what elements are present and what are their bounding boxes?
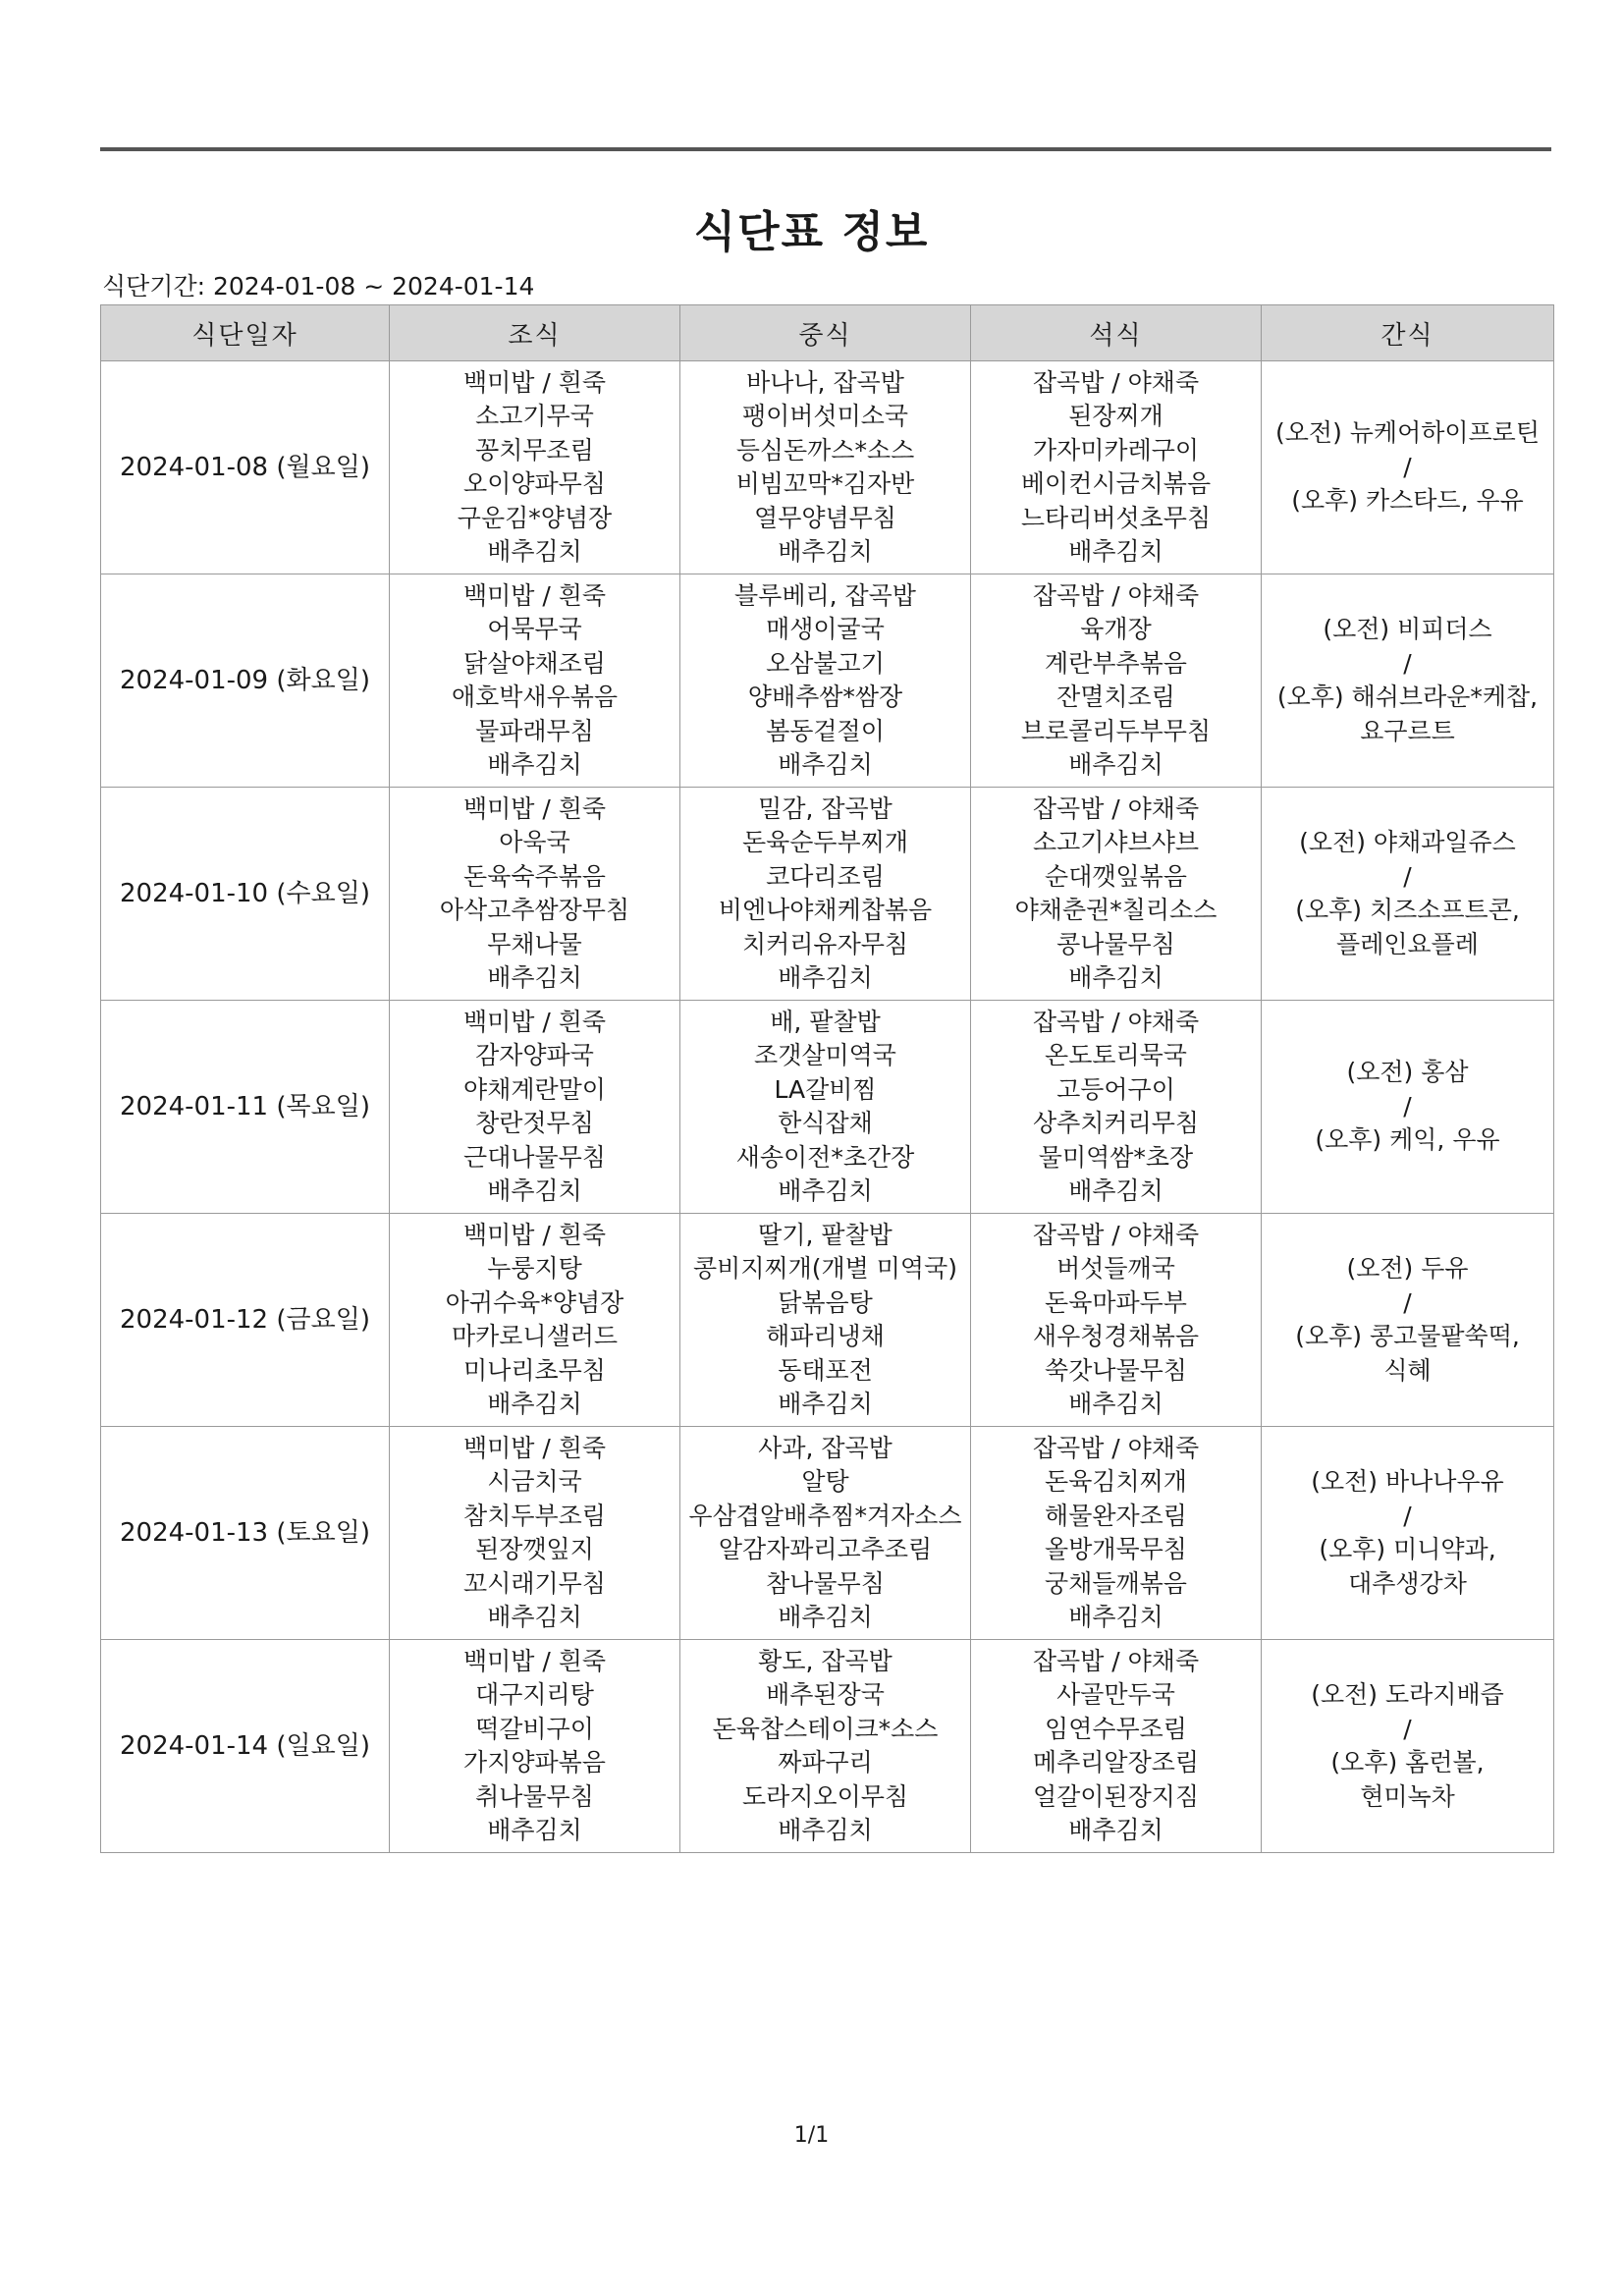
dinner-item: 잡곡밥 / 야채죽 bbox=[1032, 1433, 1200, 1462]
breakfast-item: 누룽지탕 bbox=[487, 1254, 582, 1283]
breakfast-item: 꽁치무조림 bbox=[475, 435, 594, 465]
lunch-item: 황도, 잡곡밥 bbox=[758, 1646, 893, 1675]
header-dinner: 석식 bbox=[971, 305, 1262, 361]
lunch-item: 참나물무침 bbox=[766, 1568, 885, 1598]
snack-item: 대추생강차 bbox=[1348, 1568, 1467, 1598]
dinner-item: 사골만두국 bbox=[1056, 1680, 1175, 1709]
snack-item: / bbox=[1403, 1501, 1412, 1530]
dinner-cell bbox=[971, 1427, 1262, 1640]
dinner-item: 얼갈이된장지짐 bbox=[1032, 1781, 1200, 1811]
breakfast-item: 가지양파볶음 bbox=[463, 1748, 606, 1777]
breakfast-cell bbox=[390, 1001, 680, 1214]
snack-item: / bbox=[1403, 1287, 1412, 1317]
breakfast-cell bbox=[390, 1640, 680, 1853]
breakfast-item: 물파래무침 bbox=[475, 716, 594, 745]
lunch-cell bbox=[680, 1001, 971, 1214]
snack-item: / bbox=[1403, 1091, 1412, 1121]
dinner-item: 해물완자조림 bbox=[1045, 1501, 1187, 1530]
date-cell: 2024-01-10 (수요일) bbox=[101, 788, 390, 1001]
lunch-item: 조갯살미역국 bbox=[754, 1041, 896, 1069]
top-rule bbox=[100, 147, 1551, 151]
header-snack: 간식 bbox=[1262, 305, 1554, 361]
snack-cell bbox=[1262, 361, 1554, 574]
lunch-item: 배, 팥찰밥 bbox=[770, 1007, 881, 1036]
menu-period: 식단기간: 2024-01-08 ~ 2024-01-14 bbox=[102, 272, 535, 301]
snack-item: (오전) 홍삼 bbox=[1346, 1058, 1469, 1087]
lunch-item: 치커리유자무침 bbox=[741, 929, 909, 958]
snack-item: / bbox=[1403, 452, 1412, 481]
header-row bbox=[101, 305, 1554, 361]
lunch-item: 돈육순두부찌개 bbox=[741, 828, 909, 856]
lunch-cell bbox=[680, 1214, 971, 1427]
table-row bbox=[101, 1001, 1554, 1214]
dinner-item: 배추김치 bbox=[1068, 1603, 1163, 1631]
dinner-item: 소고기샤브샤브 bbox=[1032, 828, 1200, 856]
lunch-item: 배추된장국 bbox=[766, 1680, 885, 1709]
dinner-item: 잡곡밥 / 야채죽 bbox=[1032, 793, 1200, 823]
lunch-cell bbox=[680, 788, 971, 1001]
snack-item: 식혜 bbox=[1383, 1355, 1432, 1385]
date-cell: 2024-01-13 (토요일) bbox=[101, 1427, 390, 1640]
date-cell: 2024-01-08 (월요일) bbox=[101, 361, 390, 574]
breakfast-item: 꼬시래기무침 bbox=[463, 1568, 606, 1598]
breakfast-item: 백미밥 / 흰죽 bbox=[462, 1220, 607, 1249]
table-row bbox=[101, 1640, 1554, 1853]
lunch-item: 배추김치 bbox=[778, 963, 873, 992]
dinner-item: 순대깻잎볶음 bbox=[1045, 861, 1187, 891]
lunch-item: 배추김치 bbox=[778, 1176, 873, 1205]
dinner-item: 상추치커리무침 bbox=[1032, 1109, 1200, 1137]
snack-item: (오전) 야채과일쥬스 bbox=[1299, 828, 1516, 856]
lunch-item: 매생이굴국 bbox=[766, 615, 885, 643]
lunch-item: LA갈비찜 bbox=[774, 1074, 877, 1104]
lunch-item: 도라지오이무침 bbox=[741, 1781, 909, 1811]
breakfast-item: 백미밥 / 흰죽 bbox=[462, 1433, 607, 1462]
breakfast-item: 대구지리탕 bbox=[475, 1680, 594, 1709]
snack-item: (오후) 홈런볼, bbox=[1330, 1748, 1485, 1777]
table-row bbox=[101, 788, 1554, 1001]
lunch-cell bbox=[680, 1640, 971, 1853]
snack-item: (오전) 도라지배즙 bbox=[1311, 1680, 1504, 1709]
breakfast-item: 배추김치 bbox=[487, 1390, 582, 1418]
breakfast-item: 취나물무침 bbox=[475, 1781, 594, 1811]
snack-item: (오전) 바나나우유 bbox=[1311, 1467, 1504, 1496]
snack-item: (오전) 비피더스 bbox=[1323, 615, 1492, 643]
dinner-item: 된장찌개 bbox=[1068, 402, 1163, 430]
lunch-item: 닭볶음탕 bbox=[778, 1287, 873, 1317]
breakfast-cell bbox=[390, 574, 680, 788]
dinner-item: 배추김치 bbox=[1068, 1176, 1163, 1205]
breakfast-item: 백미밥 / 흰죽 bbox=[462, 1007, 607, 1036]
lunch-item: 오삼불고기 bbox=[766, 648, 885, 678]
dinner-item: 잡곡밥 / 야채죽 bbox=[1032, 367, 1200, 397]
lunch-item: 밀감, 잡곡밥 bbox=[758, 793, 893, 823]
breakfast-cell bbox=[390, 361, 680, 574]
breakfast-item: 소고기무국 bbox=[475, 402, 594, 430]
dinner-item: 야채춘권*칠리소스 bbox=[1014, 896, 1217, 924]
lunch-item: 팽이버섯미소국 bbox=[741, 402, 909, 430]
date-cell: 2024-01-12 (금요일) bbox=[101, 1214, 390, 1427]
snack-item: / bbox=[1403, 1714, 1412, 1743]
dinner-item: 잡곡밥 / 야채죽 bbox=[1032, 1007, 1200, 1036]
dinner-item: 가자미카레구이 bbox=[1032, 435, 1200, 465]
breakfast-item: 백미밥 / 흰죽 bbox=[462, 793, 607, 823]
dinner-cell bbox=[971, 574, 1262, 788]
dinner-cell bbox=[971, 1214, 1262, 1427]
dinner-item: 올방개묵무침 bbox=[1045, 1535, 1187, 1563]
breakfast-item: 어묵무국 bbox=[487, 615, 582, 643]
breakfast-item: 백미밥 / 흰죽 bbox=[462, 580, 607, 610]
dinner-item: 배추김치 bbox=[1068, 1390, 1163, 1418]
dinner-item: 배추김치 bbox=[1068, 750, 1163, 779]
breakfast-item: 근대나물무침 bbox=[463, 1142, 606, 1172]
breakfast-item: 구운김*양념장 bbox=[457, 503, 613, 532]
date-cell: 2024-01-14 (일요일) bbox=[101, 1640, 390, 1853]
header-lunch: 중식 bbox=[680, 305, 971, 361]
snack-item: (오후) 치즈소프트콘, bbox=[1295, 896, 1520, 924]
lunch-item: 한식잡채 bbox=[778, 1109, 873, 1137]
table-row bbox=[101, 574, 1554, 788]
breakfast-item: 참치두부조림 bbox=[463, 1501, 606, 1530]
snack-item: (오전) 뉴케어하이프로틴 bbox=[1275, 418, 1540, 448]
breakfast-item: 감자양파국 bbox=[475, 1041, 594, 1069]
lunch-item: 새송이전*초간장 bbox=[735, 1142, 915, 1172]
snack-item: (오후) 미니약과, bbox=[1319, 1535, 1496, 1563]
breakfast-item: 아삭고추쌈장무침 bbox=[439, 896, 630, 924]
dinner-item: 온도토리묵국 bbox=[1045, 1041, 1187, 1069]
breakfast-item: 아귀수육*양념장 bbox=[445, 1287, 624, 1317]
breakfast-item: 백미밥 / 흰죽 bbox=[462, 1646, 607, 1675]
dinner-cell bbox=[971, 1001, 1262, 1214]
lunch-item: 배추김치 bbox=[778, 750, 873, 779]
dinner-item: 고등어구이 bbox=[1056, 1074, 1175, 1104]
dinner-item: 잡곡밥 / 야채죽 bbox=[1032, 1220, 1200, 1249]
lunch-item: 코다리조림 bbox=[766, 861, 885, 891]
table-row bbox=[101, 1427, 1554, 1640]
breakfast-cell bbox=[390, 1214, 680, 1427]
breakfast-item: 마카로니샐러드 bbox=[451, 1322, 619, 1350]
snack-item: (오후) 해쉬브라운*케찹, bbox=[1276, 683, 1539, 711]
dinner-item: 콩나물무침 bbox=[1056, 929, 1175, 958]
snack-cell bbox=[1262, 1214, 1554, 1427]
breakfast-item: 오이양파무침 bbox=[463, 469, 606, 498]
lunch-item: 바나나, 잡곡밥 bbox=[746, 367, 904, 397]
menu-table bbox=[100, 304, 1554, 1853]
lunch-item: 짜파구리 bbox=[778, 1748, 873, 1777]
breakfast-item: 배추김치 bbox=[487, 750, 582, 779]
dinner-item: 쑥갓나물무침 bbox=[1045, 1355, 1187, 1385]
lunch-item: 배추김치 bbox=[778, 1603, 873, 1631]
breakfast-item: 시금치국 bbox=[487, 1467, 582, 1496]
breakfast-item: 애호박새우볶음 bbox=[451, 683, 619, 711]
dinner-item: 임연수무조림 bbox=[1045, 1714, 1187, 1743]
lunch-item: 딸기, 팥찰밥 bbox=[758, 1220, 893, 1249]
dinner-cell bbox=[971, 361, 1262, 574]
dinner-item: 버섯들깨국 bbox=[1056, 1254, 1175, 1283]
breakfast-cell bbox=[390, 788, 680, 1001]
snack-cell bbox=[1262, 1427, 1554, 1640]
lunch-cell bbox=[680, 574, 971, 788]
breakfast-item: 떡갈비구이 bbox=[475, 1714, 594, 1743]
breakfast-item: 배추김치 bbox=[487, 963, 582, 992]
dinner-item: 브로콜리두부무침 bbox=[1020, 716, 1212, 745]
breakfast-item: 무채나물 bbox=[487, 929, 582, 958]
breakfast-cell bbox=[390, 1427, 680, 1640]
lunch-item: 사과, 잡곡밥 bbox=[758, 1433, 893, 1462]
lunch-item: 비빔꼬막*김자반 bbox=[735, 469, 915, 498]
table-row bbox=[101, 361, 1554, 574]
lunch-item: 블루베리, 잡곡밥 bbox=[734, 580, 916, 610]
lunch-item: 해파리냉채 bbox=[766, 1322, 885, 1350]
dinner-item: 돈육김치찌개 bbox=[1045, 1467, 1187, 1496]
dinner-cell bbox=[971, 788, 1262, 1001]
breakfast-item: 배추김치 bbox=[487, 1816, 582, 1844]
breakfast-item: 닭살야채조림 bbox=[463, 648, 606, 678]
page-title: 식단표 정보 bbox=[693, 207, 930, 257]
lunch-item: 양배추쌈*쌈장 bbox=[747, 683, 903, 711]
snack-item: / bbox=[1403, 648, 1412, 678]
snack-item: 요구르트 bbox=[1360, 716, 1455, 745]
lunch-item: 비엔나야채케찹볶음 bbox=[718, 896, 933, 924]
dinner-item: 배추김치 bbox=[1068, 1816, 1163, 1844]
snack-item: 플레인요플레 bbox=[1336, 929, 1479, 958]
lunch-item: 배추김치 bbox=[778, 537, 873, 566]
dinner-item: 궁채들깨볶음 bbox=[1045, 1568, 1187, 1598]
snack-cell bbox=[1262, 1001, 1554, 1214]
breakfast-item: 백미밥 / 흰죽 bbox=[462, 367, 607, 397]
dinner-item: 물미역쌈*초장 bbox=[1038, 1142, 1194, 1172]
lunch-cell bbox=[680, 1427, 971, 1640]
date-cell: 2024-01-11 (목요일) bbox=[101, 1001, 390, 1214]
lunch-item: 우삼겹알배추찜*겨자소스 bbox=[688, 1501, 962, 1530]
breakfast-item: 배추김치 bbox=[487, 1603, 582, 1631]
breakfast-item: 야채계란말이 bbox=[463, 1074, 606, 1104]
lunch-item: 알탕 bbox=[801, 1467, 849, 1496]
snack-cell bbox=[1262, 574, 1554, 788]
snack-item: (오전) 두유 bbox=[1346, 1254, 1469, 1283]
lunch-item: 배추김치 bbox=[778, 1816, 873, 1844]
lunch-item: 동태포전 bbox=[778, 1355, 873, 1385]
lunch-item: 배추김치 bbox=[778, 1390, 873, 1418]
dinner-item: 육개장 bbox=[1080, 615, 1152, 643]
breakfast-item: 아욱국 bbox=[499, 828, 570, 856]
snack-item: (오후) 콩고물팥쑥떡, bbox=[1295, 1322, 1520, 1350]
dinner-item: 돈육마파두부 bbox=[1045, 1287, 1187, 1317]
lunch-item: 돈육찹스테이크*소스 bbox=[712, 1714, 939, 1743]
menu-body bbox=[101, 361, 1554, 1853]
lunch-item: 봄동겉절이 bbox=[766, 716, 885, 745]
breakfast-item: 미나리초무침 bbox=[463, 1355, 606, 1385]
lunch-item: 콩비지찌개(개별 미역국) bbox=[693, 1254, 957, 1283]
dinner-item: 느타리버섯초무침 bbox=[1020, 503, 1212, 532]
header-date: 식단일자 bbox=[101, 305, 390, 361]
dinner-item: 메추리알장조림 bbox=[1032, 1748, 1200, 1777]
lunch-item: 알감자꽈리고추조림 bbox=[718, 1535, 933, 1563]
dinner-item: 잡곡밥 / 야채죽 bbox=[1032, 580, 1200, 610]
snack-item: / bbox=[1403, 861, 1412, 891]
snack-item: 현미녹차 bbox=[1360, 1781, 1455, 1811]
breakfast-item: 돈육숙주볶음 bbox=[463, 861, 606, 891]
header-breakfast: 조식 bbox=[390, 305, 680, 361]
dinner-item: 계란부추볶음 bbox=[1045, 648, 1187, 678]
dinner-cell bbox=[971, 1640, 1262, 1853]
dinner-item: 새우청경채볶음 bbox=[1032, 1322, 1200, 1350]
dinner-item: 배추김치 bbox=[1068, 537, 1163, 566]
breakfast-item: 창란젓무침 bbox=[475, 1109, 594, 1137]
dinner-item: 베이컨시금치볶음 bbox=[1020, 469, 1212, 498]
snack-cell bbox=[1262, 788, 1554, 1001]
breakfast-item: 배추김치 bbox=[487, 1176, 582, 1205]
lunch-item: 열무양념무침 bbox=[754, 503, 896, 532]
lunch-cell bbox=[680, 361, 971, 574]
snack-item: (오후) 카스타드, 우유 bbox=[1291, 486, 1524, 516]
page-number: 1/1 bbox=[793, 2123, 830, 2148]
dinner-item: 잔멸치조림 bbox=[1056, 683, 1175, 711]
breakfast-item: 된장깻잎지 bbox=[475, 1535, 594, 1563]
breakfast-item: 배추김치 bbox=[487, 537, 582, 566]
date-cell: 2024-01-09 (화요일) bbox=[101, 574, 390, 788]
dinner-item: 잡곡밥 / 야채죽 bbox=[1032, 1646, 1200, 1675]
dinner-item: 배추김치 bbox=[1068, 963, 1163, 992]
snack-item: (오후) 케익, 우유 bbox=[1315, 1125, 1500, 1155]
lunch-item: 등심돈까스*소스 bbox=[735, 435, 915, 465]
table-row bbox=[101, 1214, 1554, 1427]
snack-cell bbox=[1262, 1640, 1554, 1853]
